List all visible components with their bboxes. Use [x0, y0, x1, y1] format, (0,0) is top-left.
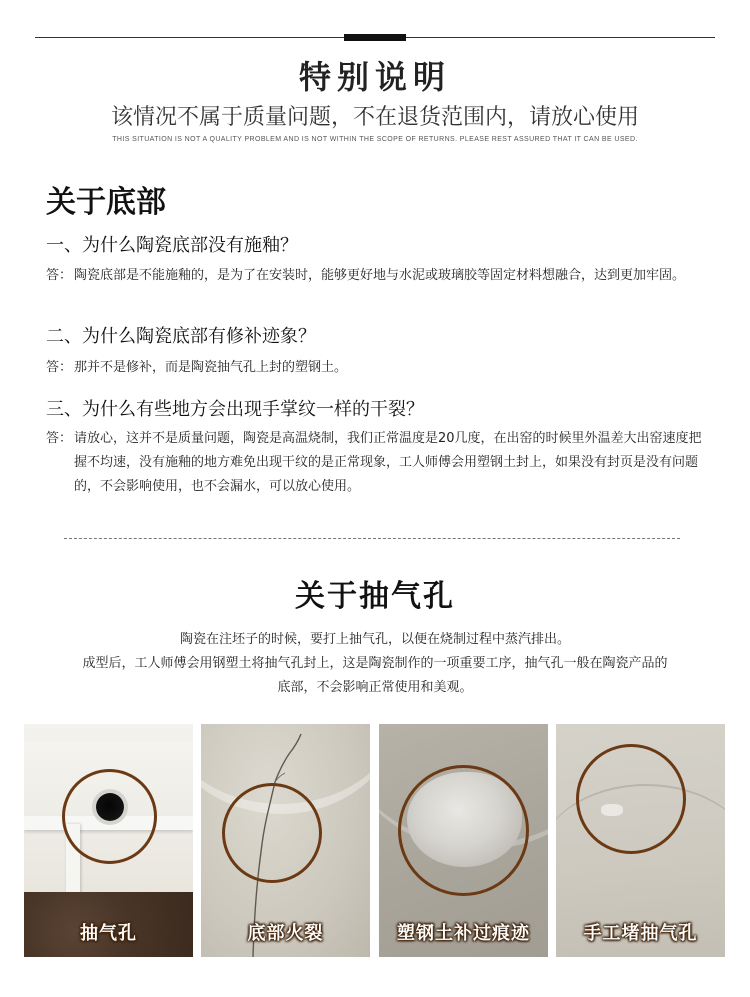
faq-answer-3	[46, 427, 712, 499]
faq-question-1: 一、为什么陶瓷底部没有施釉？	[46, 235, 298, 256]
vent-text-line-3: 底部，不会影响正常使用和美观。	[277, 680, 473, 695]
answer-text: 那并不是修补，而是陶瓷抽气孔上封的塑钢土。	[74, 360, 348, 375]
vent-text-line-1: 陶瓷在注坯子的时候，要打上抽气孔，以便在烧制过程中蒸汽排出。	[179, 632, 570, 647]
answer-text: 陶瓷底部是不能施釉的，是为了在安装时，能够更好地与水泥或玻璃胶等固定材料想融合，达到更加牢固。	[74, 268, 686, 283]
photo-caption: 抽气孔	[80, 923, 137, 944]
vent-section-title: 关于抽气孔	[295, 579, 455, 614]
top-divider-tab	[344, 34, 406, 41]
photo-vent-hole	[24, 724, 193, 957]
faq-question-3: 三、为什么有些地方会出现手掌纹一样的干裂？	[46, 399, 424, 420]
photo-hand-plugged-vent	[556, 724, 725, 957]
photo-putty-repair	[379, 724, 548, 957]
highlight-circle	[222, 783, 322, 883]
highlight-circle	[62, 769, 157, 864]
faq-question-2: 二、为什么陶瓷底部有修补迹象？	[46, 326, 316, 347]
faq-answer-2	[46, 356, 712, 380]
bottom-section-title: 关于底部	[46, 185, 166, 220]
highlight-circle	[576, 744, 686, 854]
notice-subtitle: 该情况不属于质量问题，不在退货范围内，请放心使用	[110, 105, 639, 130]
vent-text-line-2: 成型后，工人师傅会用钢塑土将抽气孔封上，这是陶瓷制作的一项重要工序，抽气孔一般在陶瓷产品的	[82, 656, 668, 671]
notice-title: 特别说明	[298, 58, 451, 96]
photo-caption: 塑钢土补过痕迹	[397, 923, 530, 944]
photo-caption: 底部火裂	[247, 923, 324, 944]
dashed-divider	[64, 538, 680, 539]
answer-text: 请放心，这并不是质量问题，陶瓷是高温烧制，我们正常温度是20几度，在出窑的时候里外温差大出窑速度把握不均速，没有施釉的地方难免出现干纹的是正常现象，工人师傅会用塑钢土封上，如果没有封页是没有问题的，不会影响使用，也不会漏水，可以放心使用。	[74, 431, 702, 494]
faq-answer-1	[46, 264, 712, 288]
notice-english-subtitle: THIS SITUATION IS NOT A QUALITY PROBLEM AND IS NOT WITHIN THE SCOPE OF RETURNS. PLEASE REST ASSURED THAT IT CAN BE USED.	[112, 136, 638, 143]
highlight-circle	[398, 765, 529, 896]
answer-prefix: 答：	[46, 268, 73, 283]
photo-firing-crack	[201, 724, 370, 957]
photo-caption: 手工堵抽气孔	[583, 923, 698, 944]
answer-prefix: 答：	[46, 360, 73, 375]
answer-prefix: 答：	[46, 431, 73, 446]
